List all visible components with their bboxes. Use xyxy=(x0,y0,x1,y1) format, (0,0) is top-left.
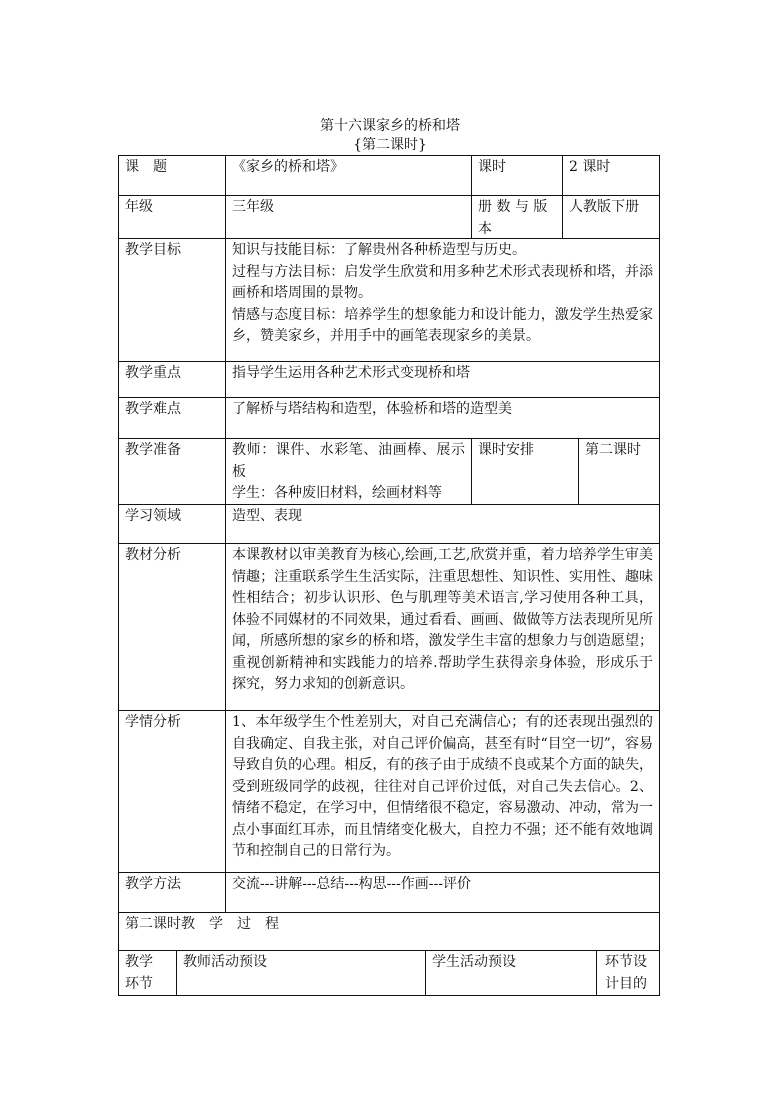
students-label: 学情分析 xyxy=(125,714,181,730)
key-points-value: 指导学生运用各种艺术形式变现桥和塔 xyxy=(232,365,470,381)
edition-label: 册 数 与 版 本 xyxy=(478,199,548,237)
goals-label: 教学目标 xyxy=(125,242,181,258)
page-title: 第十六课家乡的桥和塔 xyxy=(320,118,460,134)
method-label: 教学方法 xyxy=(125,876,181,892)
period-value: 2 课时 xyxy=(569,159,611,175)
goal-emotion: 情感与态度目标：培养学生的想象能力和设计能力，激发学生热爱家乡，赞美家乡，并用手中的画笔表现家乡的美景。 xyxy=(232,306,653,344)
process-heading: 第二课时教 学 过 程 xyxy=(125,916,279,932)
student-activity-header: 学生活动预设 xyxy=(432,954,516,970)
key-points-label: 教学重点 xyxy=(125,365,181,381)
stage-header: 教学环节 xyxy=(125,954,153,992)
grade-label: 年级 xyxy=(125,199,153,215)
goal-process: 过程与方法目标：启发学生欣赏和用多种艺术形式表现桥和塔，并添画桥和塔周围的景物。 xyxy=(232,263,653,301)
difficulties-value: 了解桥与塔结构和造型，体验桥和塔的造型美 xyxy=(232,401,512,417)
grade-value: 三年级 xyxy=(232,199,274,215)
page-subtitle: {第二课时} xyxy=(353,137,427,153)
purpose-header: 环节设计目的 xyxy=(605,954,647,992)
domain-label: 学习领域 xyxy=(125,508,181,524)
method-value: 交流---讲解---总结---构思---作画---评价 xyxy=(232,876,471,892)
preparation-student: 学生：各种废旧材料，绘画材料等 xyxy=(232,485,442,501)
material-value: 本课教材以审美教育为核心,绘画,工艺,欣赏并重，着力培养学生审美情趣；注重联系学生生活实际，注重思想性、知识性、实用性、趣味性相结合；初步认识形、色与肌理等美术语言,学习使用各种工具，体验不同媒材的不同效果，通过看看、画画、做做等方法表现所见所闻，所感所想的家乡的桥和塔，激发学生丰富的想象力与创造愿望；重视创新精神和实践能力的培养.帮助学生获得亲身体验，形成乐于探究，努力求知的创新意识。 xyxy=(232,547,653,692)
goal-knowledge: 知识与技能目标：了解贵州各种桥造型与历史。 xyxy=(232,242,526,258)
period-label: 课时 xyxy=(478,159,506,175)
teacher-activity-header: 教师活动预设 xyxy=(183,954,267,970)
preparation-content xyxy=(226,439,471,504)
students-value: 1、本年级学生个性差别大，对自己充满信心；有的还表现出强烈的自我确定、自我主张，对自己评价偏高，甚至有时“目空一切”，容易导致自负的心理。相反，有的孩子由于成绩不良或某个方面的缺失，受到班级同学的歧视，往往对自己评价过低，对自己失去信心。2、情绪不稳定，在学习中，但情绪很不稳定，容易激动、冲动，常为一点小事面红耳赤，而且情绪变化极大，自控力不强；还不能有效地调节和控制自己的日常行为。 xyxy=(232,714,653,859)
edition-value: 人教版下册 xyxy=(569,199,639,215)
preparation-label: 教学准备 xyxy=(125,442,181,458)
goals-content xyxy=(226,239,659,361)
topic-label: 课 题 xyxy=(125,159,167,175)
material-label: 教材分析 xyxy=(125,547,181,563)
topic-value: 《家乡的桥和塔》 xyxy=(232,159,344,175)
schedule-label: 课时安排 xyxy=(478,442,534,458)
difficulties-label: 教学难点 xyxy=(125,401,181,417)
schedule-value: 第二课时 xyxy=(585,442,641,458)
preparation-teacher: 教师：课件、水彩笔、油画棒、展示板 xyxy=(232,442,465,480)
domain-value: 造型、表现 xyxy=(232,508,302,524)
